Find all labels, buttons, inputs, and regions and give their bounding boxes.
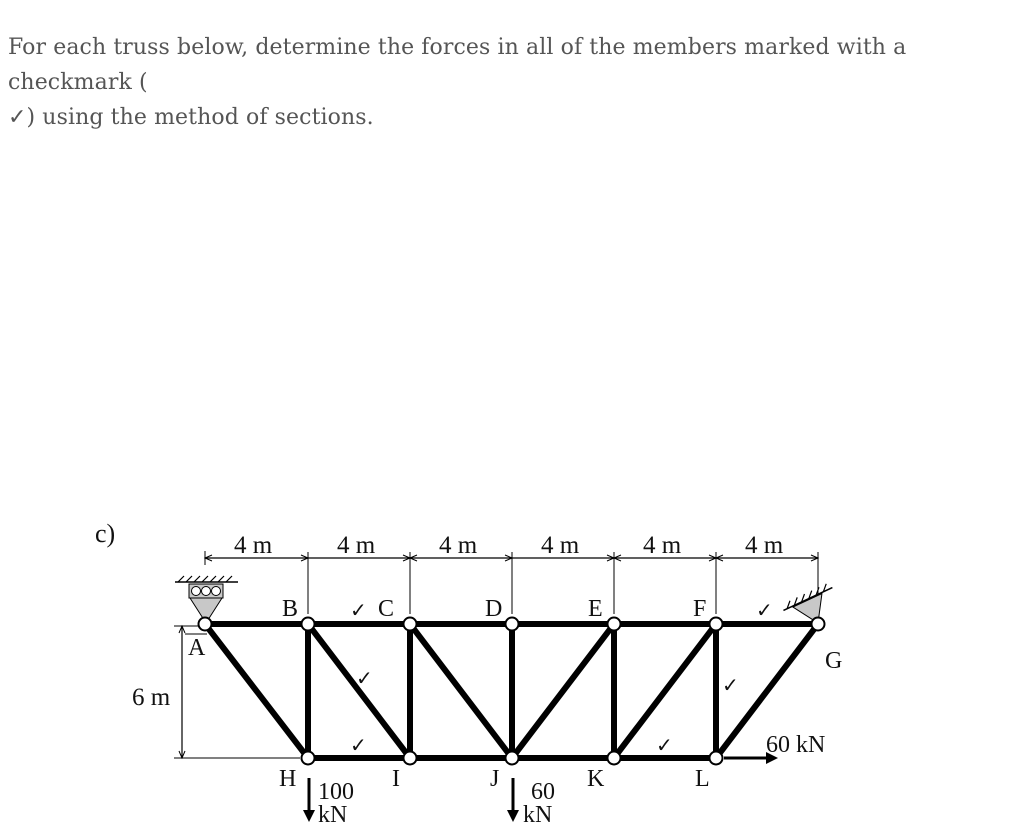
dim-label-6: 4 m xyxy=(745,532,784,559)
part-label: c) xyxy=(95,519,116,548)
node-label-a: A xyxy=(188,635,206,661)
load-arrow-h xyxy=(303,778,315,822)
dim-label-2: 4 m xyxy=(337,532,376,559)
checkmark-bc: ✓ xyxy=(350,598,367,622)
joint-g xyxy=(812,618,825,631)
load-arrow-j xyxy=(507,778,519,822)
node-label-d: D xyxy=(485,596,503,622)
question-line-2: ✓) using the method of sections. xyxy=(8,105,374,130)
load-h-value: 100 xyxy=(318,779,354,805)
load-j-unit: kN xyxy=(523,802,553,827)
checkmark-kl: ✓ xyxy=(656,733,673,757)
node-label-h: H xyxy=(279,766,297,792)
dim-label-4: 4 m xyxy=(541,532,580,559)
node-label-j: J xyxy=(490,766,500,792)
node-label-i: I xyxy=(392,766,400,792)
node-label-f: F xyxy=(693,596,707,622)
node-label-g: G xyxy=(825,648,843,674)
member-ah xyxy=(205,624,308,758)
joint-e xyxy=(608,618,621,631)
roller-support-a xyxy=(175,576,238,623)
dim-label-3: 4 m xyxy=(439,532,478,559)
joint-f xyxy=(710,618,723,631)
height-label: 6 m xyxy=(132,684,171,711)
load-l-label: 60 kN xyxy=(766,732,826,758)
joint-k xyxy=(608,752,621,765)
node-label-l: L xyxy=(695,766,710,792)
joint-a xyxy=(199,618,212,631)
joint-c xyxy=(404,618,417,631)
checkmark-fl: ✓ xyxy=(722,673,739,697)
load-h-unit: kN xyxy=(318,802,348,827)
node-label-c: C xyxy=(378,596,395,622)
checkmark-hi: ✓ xyxy=(350,733,367,757)
joint-l xyxy=(710,752,723,765)
joint-i xyxy=(404,752,417,765)
joint-j xyxy=(506,752,519,765)
dim-label-1: 4 m xyxy=(234,532,273,559)
joint-d xyxy=(506,618,519,631)
joint-h xyxy=(302,752,315,765)
checkmark-fg: ✓ xyxy=(756,598,773,622)
joint-b xyxy=(302,618,315,631)
node-label-b: B xyxy=(282,596,299,622)
member-ej xyxy=(512,624,614,758)
load-j-value: 60 xyxy=(531,779,555,805)
dim-label-5: 4 m xyxy=(643,532,682,559)
checkmark-bi: ✓ xyxy=(356,666,373,690)
node-label-e: E xyxy=(588,596,603,622)
member-cj xyxy=(410,624,512,758)
node-label-k: K xyxy=(587,766,605,792)
question-line-1: For each truss below, determine the forces in all of the members marked with a checkmark ( xyxy=(8,35,907,95)
